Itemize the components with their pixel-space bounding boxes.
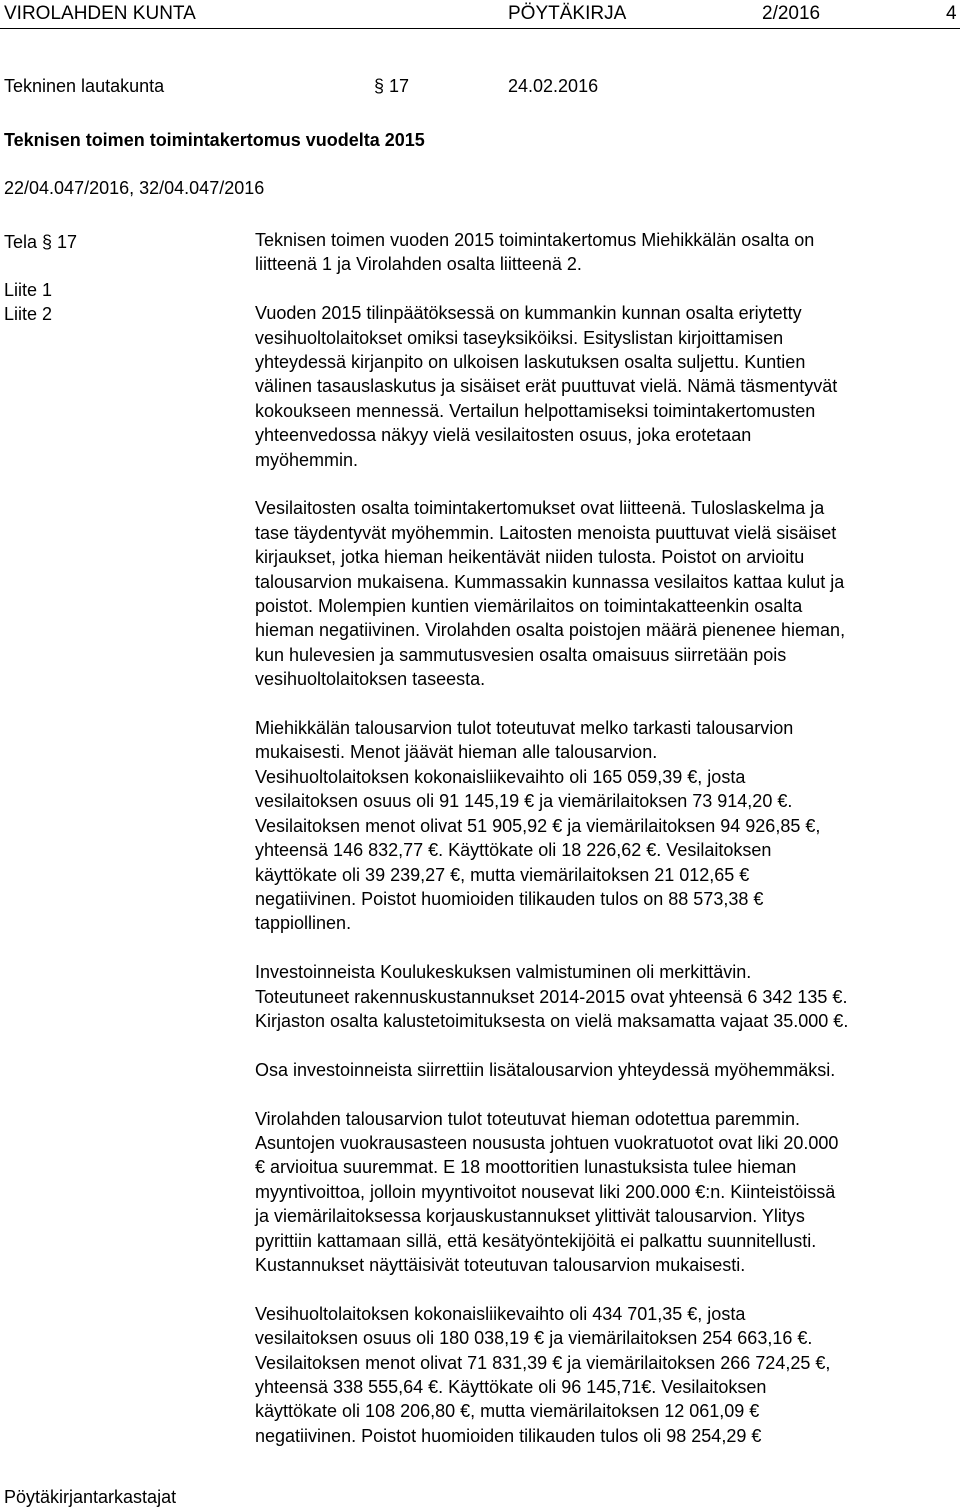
item-body (255, 228, 955, 1448)
paragraph-water-utilities: Vesilaitosten osalta toimintakertomukset ovat liitteenä. Tuloslaskelma ja tase täydentyvät myöhemmin. Laitosten menoista puuttuvat vielä sisäiset kirjaukset, jotka hieman heikentävät niiden tulosta. Poistot on arvioitu talousarvion mukaisena. Kummassakin kunnassa vesilaitos kattaa kulut ja poistot. Molempien kuntien viemärilaitos on toimintakatteenkin osalta hieman negatiivinen. Virolahden osalta poistojen määrä pienenee hieman, kun hulevesien ja sammutusvesien osalta omaisuus siirretään pois vesihuoltolaitoksen taseesta. (255, 498, 846, 690)
item-title: Teknisen toimen toimintakertomus vuodelta 2015 (4, 130, 425, 150)
page-number: 4 (946, 3, 957, 24)
tela-label: Tela § 17 (4, 232, 78, 252)
document-header (0, 0, 960, 29)
item-reference: 22/04.047/2016, 32/04.047/2016 (4, 178, 265, 198)
document-number: 2/2016 (762, 3, 821, 24)
meeting-date: 24.02.2016 (508, 76, 599, 96)
paragraph-investments: Investoinneista Koulukeskuksen valmistuminen oli merkittävin. Toteutuneet rakennuskustannukset 2014-2015 ovat yhteensä 6 342 135 €. Kirjaston osalta kalustetoimituksesta on vielä maksamatta vajaat 35.000 €. (255, 962, 849, 1031)
organization-name: VIROLAHDEN KUNTA (4, 3, 196, 24)
paragraph-miehikkala-budget: Miehikkälän talousarvion tulot toteutuvat melko tarkasti talousarvion mukaisesti. Menot jäävät hieman alle talousarvion. Vesihuoltolaitoksen kokonaisliikevaihto oli 165 059,39 €, josta vesilaitoksen osuus oli 91 145,19 € ja viemärilaitoksen 73 914,20 €. Vesilaitoksen menot olivat 51 905,92 € ja viemärilaitoksen 94 926,85 €, yhteensä 146 832,77 €. Käyttökate oli 18 226,62 €. Vesilaitoksen käyttökate oli 39 239,27 €, mutta viemärilaitoksen 21 012,65 € negatiivinen. Poistot huomioiden tilikauden tulos on 88 573,38 € tappiollinen. (255, 718, 821, 934)
paragraph-number: § 17 (374, 76, 410, 96)
paragraph-deferred-investments: Osa investoinneista siirrettiin lisätalousarvion yhteydessä myöhemmäksi. (255, 1059, 836, 1080)
document-type: PÖYTÄKIRJA (508, 3, 627, 24)
minutes-checkers-label: Pöytäkirjantarkastajat (4, 1487, 177, 1507)
attachment-1-label: Liite 1 (4, 280, 53, 300)
paragraph-virolahti-water: Vesihuoltolaitoksen kokonaisliikevaihto oli 434 701,35 €, josta vesilaitoksen osuus oli 180 038,19 € ja viemärilaitoksen 254 663,16 €. Vesilaitoksen menot olivat 71 831,39 € ja viemärilaitoksen 266 724,25 €, yhteensä 338 555,64 €. Käyttökate oli 96 145,71€. Vesilaitoksen käyttökate oli 108 206,80 €, mutta viemärilaitoksen 12 061,09 € negatiivinen. Poistot huomioiden tilikauden tulos oli 98 254,29 € (255, 1303, 831, 1446)
paragraph-intro: Teknisen toimen vuoden 2015 toimintakertomus Miehikkälän osalta on liitteenä 1 ja Virolahden osalta liitteenä 2. (255, 230, 815, 275)
attachment-2-label: Liite 2 (4, 304, 53, 324)
paragraph-virolahti-budget: Virolahden talousarvion tulot toteutuvat hieman odotettua paremmin. Asuntojen vuokrausasteen noususta johtuen vuokratuotot ovat liki 20.000 € arvioitua suuremmat. E 18 moottoritien lunastuksista tulee hieman myyntivoittoa, jolloin myyntivoitot nousevat liki 200.000 €:n. Kiinteistöissä ja viemärilaitoksessa korjauskustannukset ylittivät talousarvion. Ylitys pyrittiin kattamaan sillä, että kesätyöntekijöitä ei palkattu suunnitellusti. Kustannukset näyttäisivät toteutuvan talousarvion mukaisesti. (255, 1108, 839, 1275)
committee-name: Tekninen lautakunta (4, 76, 165, 96)
paragraph-separation: Vuoden 2015 tilinpäätöksessä on kummankin kunnan osalta eriytetty vesihuoltolaitokset omiksi taseyksiköiksi. Esityslistan kirjoittamisen yhteydessä kirjanpito on ulkoisen laskutuksen osalta suljettu. Kuntien välinen tasauslaskutus ja sisäiset erät puuttuvat vielä. Nämä täsmentyvät kokoukseen mennessä. Vertailun helpottamiseksi toimintakertomusten yhteenvedossa näkyy vielä vesilaitosten osuus, joka erotetaan myöhemmin. (255, 303, 838, 470)
